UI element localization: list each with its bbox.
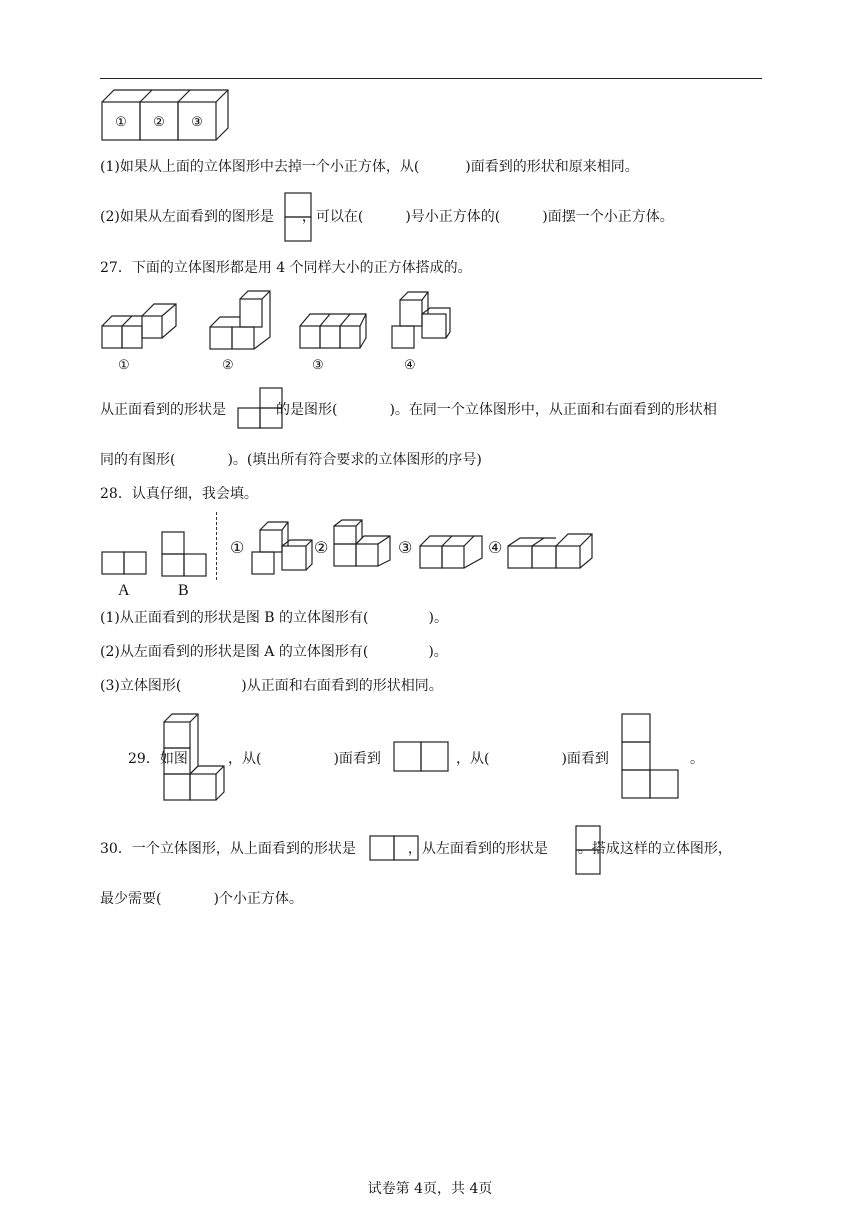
q28-num-4: ④ — [488, 540, 503, 557]
q29-end: 。 — [690, 751, 704, 767]
q27-figure-1 — [100, 300, 180, 352]
q28-label-b: B — [178, 582, 189, 599]
q28-shape-b — [160, 530, 212, 578]
q27-stem: 27．下面的立体图形都是用 4 个同样大小的正方体搭成的。 — [100, 260, 472, 276]
q28-p2: (2)从左面看到的形状是图 A 的立体图形有( )。 — [100, 644, 448, 660]
q27-label-4: ④ — [404, 358, 416, 373]
q30-line2: 最少需要( )个小正方体。 — [100, 891, 303, 907]
q26-label-1: ① — [115, 115, 127, 130]
q27-label-3: ③ — [312, 358, 324, 373]
q30-top-view-shape — [368, 834, 420, 864]
q30-left-view-shape — [574, 824, 604, 876]
q26-left-view-shape — [284, 192, 314, 244]
q27-label-1: ① — [118, 358, 130, 373]
q27-line1: 从正面看到的形状是 的是图形( )。在同一个立体图形中，从正面和右面看到的形状相 — [100, 402, 717, 418]
q28-figure-1 — [250, 518, 320, 578]
q30-line1: 30．一个立体图形，从上面看到的形状是 ，从左面看到的形状是 。搭成这样的立体图形， — [100, 841, 732, 857]
q27-figure-2 — [208, 287, 274, 353]
header-rule — [100, 78, 762, 79]
page-footer: 试卷第 4页，共 4页 — [367, 1181, 493, 1197]
q29-view-shape-2 — [620, 712, 682, 802]
q27-figure-4 — [390, 288, 454, 352]
q28-stem: 28．认真仔细，我会填。 — [100, 486, 258, 502]
q28-label-a: A — [118, 582, 130, 599]
q29-part1: ，从( )面看到 — [228, 751, 381, 767]
q28-figure-2 — [332, 518, 396, 570]
q28-num-3: ③ — [398, 540, 413, 557]
q28-figure-3 — [418, 532, 488, 572]
q28-num-1: ① — [230, 540, 245, 557]
q27-line2: 同的有图形( )。(填出所有符合要求的立体图形的序号) — [100, 452, 482, 468]
q26-part2: (2)如果从左面看到的图形是 ，可以在( )号小正方体的( )面摆一个小正方体。 — [100, 209, 674, 225]
q27-front-view-shape — [236, 386, 286, 432]
q27-label-2: ② — [222, 358, 234, 373]
divider — [216, 512, 217, 580]
q26-part1: (1)如果从上面的立体图形中去掉一个小正方体，从( )面看到的形状和原来相同。 — [100, 159, 639, 175]
q28-p3: (3)立体图形( )从正面和右面看到的形状相同。 — [100, 678, 443, 694]
q26-label-3: ③ — [191, 115, 203, 130]
q28-num-2: ② — [314, 540, 329, 557]
q29-view-shape-1 — [392, 740, 452, 774]
q26-cube-row-figure — [100, 88, 232, 142]
q28-shape-a — [100, 550, 150, 578]
q28-figure-4 — [506, 532, 598, 572]
q29-part2: ，从( )面看到 — [456, 751, 609, 767]
q26-label-2: ② — [153, 115, 165, 130]
q27-figure-3 — [298, 310, 368, 352]
q28-p1: (1)从正面看到的形状是图 B 的立体图形有( )。 — [100, 610, 448, 626]
q29-prefix: 29．如图 — [128, 751, 188, 767]
